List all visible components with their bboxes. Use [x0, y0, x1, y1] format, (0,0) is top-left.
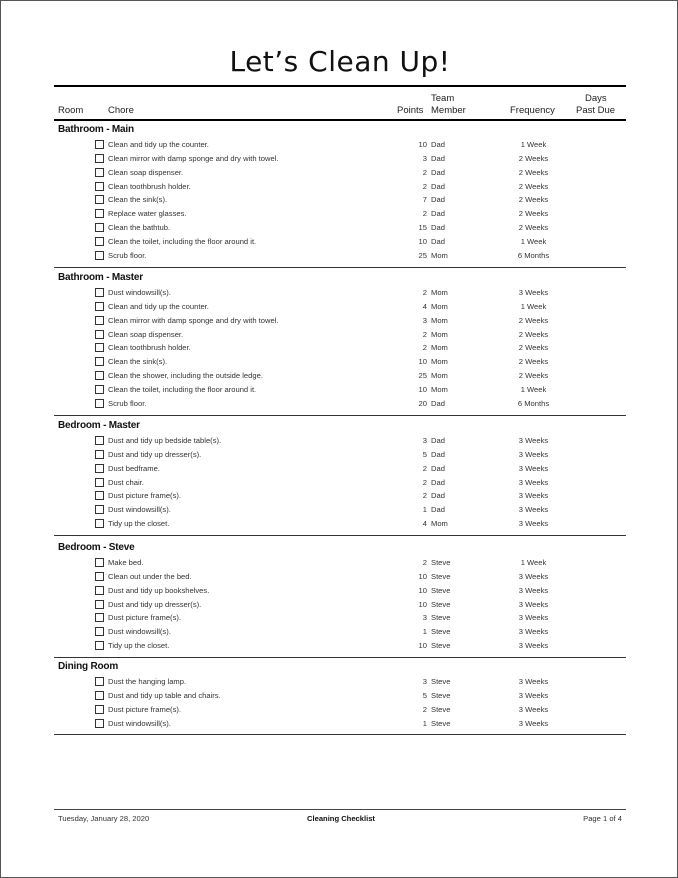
chore-checkbox[interactable] [95, 399, 104, 408]
points-value: 7 [422, 195, 427, 205]
frequency-value: 3 Weeks [518, 519, 549, 529]
points-value: 4 [422, 519, 427, 529]
chore-row [1, 139, 678, 153]
chore-row [1, 356, 678, 370]
chore-text: Replace water glasses. [108, 209, 187, 219]
chore-row [1, 640, 678, 654]
section-divider [54, 415, 626, 416]
frequency-value: 3 Weeks [518, 641, 549, 651]
chore-row [1, 342, 678, 356]
footer-page-number: Page 1 of 4 [583, 814, 622, 823]
team-member: Dad [431, 449, 445, 459]
chore-text: Scrub floor. [108, 398, 147, 408]
chore-checkbox[interactable] [95, 627, 104, 636]
chore-row [1, 250, 678, 264]
frequency-value: 1 Week [520, 301, 547, 311]
chore-text: Clean the sink(s). [108, 357, 168, 367]
chore-checkbox[interactable] [95, 600, 104, 609]
team-member: Steve [431, 558, 451, 567]
points-value: 2 [422, 463, 427, 473]
points-value: 1 [422, 718, 427, 728]
frequency-value: 3 Weeks [518, 613, 549, 623]
points-value: 2 [422, 558, 427, 567]
chore-checkbox[interactable] [95, 558, 104, 567]
team-member: Dad [431, 463, 445, 473]
chore-checkbox[interactable] [95, 572, 104, 581]
chore-text: Dust chair. [108, 477, 144, 487]
chore-checkbox[interactable] [95, 140, 104, 149]
frequency-value: 3 Weeks [518, 436, 549, 445]
chore-row [1, 384, 678, 398]
chore-checkbox[interactable] [95, 691, 104, 700]
chore-row [1, 167, 678, 181]
chore-checkbox[interactable] [95, 357, 104, 366]
frequency-value: 3 Weeks [518, 690, 549, 700]
points-value: 4 [422, 301, 427, 311]
points-value: 10 [418, 140, 427, 149]
frequency-value: 2 Weeks [518, 153, 549, 163]
frequency-value: 2 Weeks [518, 167, 549, 177]
chore-text: Dust the hanging lamp. [108, 677, 187, 686]
section-divider [54, 535, 626, 536]
chore-row [1, 181, 678, 195]
frequency-value: 3 Weeks [518, 718, 549, 728]
header-team-line1: Team [431, 93, 455, 104]
chore-row [1, 571, 678, 585]
team-member: Steve [431, 677, 451, 686]
team-member: Steve [431, 641, 451, 651]
chore-checkbox[interactable] [95, 251, 104, 260]
points-value: 2 [422, 491, 427, 501]
points-value: 5 [422, 449, 427, 459]
chore-text: Clean out under the bed. [108, 571, 192, 581]
chore-text: Clean the toilet, including the floor around it. [108, 384, 257, 394]
team-member: Steve [431, 585, 451, 595]
points-value: 1 [422, 627, 427, 637]
chore-checkbox[interactable] [95, 223, 104, 232]
chore-text: Make bed. [108, 558, 144, 567]
frequency-value: 1 Week [520, 384, 547, 394]
chore-text: Dust and tidy up dresser(s). [108, 599, 202, 609]
team-member: Steve [431, 704, 451, 714]
points-value: 15 [418, 223, 427, 233]
frequency-value: 2 Weeks [518, 329, 549, 339]
team-member: Steve [431, 599, 451, 609]
chore-text: Dust and tidy up bedside table(s). [108, 436, 222, 445]
frequency-value: 2 Weeks [518, 357, 549, 367]
chore-checkbox[interactable] [95, 450, 104, 459]
points-value: 2 [422, 704, 427, 714]
header-days-line1: Days [585, 93, 607, 104]
chore-row [1, 236, 678, 250]
chore-checkbox[interactable] [95, 209, 104, 218]
section-divider [54, 657, 626, 658]
chore-text: Clean the shower, including the outside ledge. [108, 371, 263, 381]
chore-text: Clean mirror with damp sponge and dry with towel. [108, 153, 279, 163]
section-title: Bedroom - Steve [58, 542, 135, 553]
team-member: Dad [431, 209, 445, 219]
chore-row [1, 704, 678, 718]
points-value: 3 [422, 613, 427, 623]
chore-checkbox[interactable] [95, 154, 104, 163]
header-room: Room [58, 105, 84, 116]
chore-row [1, 194, 678, 208]
chore-checkbox[interactable] [95, 491, 104, 500]
frequency-value: 3 Weeks [518, 477, 549, 487]
frequency-value: 3 Weeks [518, 704, 549, 714]
page-title: Let’s Clean Up! [229, 45, 451, 78]
frequency-value: 6 Months [517, 250, 550, 260]
chore-text: Dust picture frame(s). [108, 613, 182, 623]
chore-row [1, 477, 678, 491]
header-days-line2: Past Due [576, 105, 616, 116]
team-member: Dad [431, 505, 445, 515]
points-value: 5 [422, 690, 427, 700]
chore-text: Dust windowsill(s). [108, 505, 171, 515]
chore-row [1, 435, 678, 449]
chore-checkbox[interactable] [95, 343, 104, 352]
points-value: 1 [422, 505, 427, 515]
section-divider [54, 267, 626, 268]
chore-text: Dust and tidy up table and chairs. [108, 690, 221, 700]
frequency-value: 2 Weeks [518, 209, 549, 219]
points-value: 2 [422, 329, 427, 339]
section-title: Bathroom - Master [58, 272, 143, 283]
chore-checkbox[interactable] [95, 385, 104, 394]
chore-checkbox[interactable] [95, 464, 104, 473]
frequency-value: 2 Weeks [518, 223, 549, 233]
frequency-value: 2 Weeks [518, 315, 549, 325]
team-member: Dad [431, 223, 445, 233]
chore-checkbox[interactable] [95, 436, 104, 445]
chore-row [1, 504, 678, 518]
team-member: Mom [431, 519, 448, 529]
chore-text: Tidy up the closet. [108, 519, 170, 529]
chore-row [1, 676, 678, 690]
points-value: 10 [418, 599, 427, 609]
points-value: 3 [422, 677, 427, 686]
frequency-value: 3 Weeks [518, 585, 549, 595]
points-value: 2 [422, 288, 427, 297]
frequency-value: 1 Week [520, 558, 547, 567]
chore-row [1, 329, 678, 343]
chore-row [1, 585, 678, 599]
chore-text: Clean mirror with damp sponge and dry with towel. [108, 315, 279, 325]
section-title: Dining Room [58, 661, 119, 672]
team-member: Mom [431, 250, 448, 260]
points-value: 2 [422, 477, 427, 487]
chore-checkbox[interactable] [95, 302, 104, 311]
chore-row [1, 222, 678, 236]
team-member: Steve [431, 571, 451, 581]
chore-text: Clean the toilet, including the floor around it. [108, 236, 257, 246]
chore-text: Clean the bathtub. [108, 223, 171, 233]
frequency-value: 2 Weeks [518, 181, 549, 191]
chore-text: Dust windowsill(s). [108, 627, 171, 637]
header-frequency: Frequency [510, 105, 555, 116]
header-top-rule [54, 85, 626, 87]
chore-text: Dust bedframe. [108, 463, 160, 473]
frequency-value: 3 Weeks [518, 288, 549, 297]
chore-text: Clean and tidy up the counter. [108, 301, 209, 311]
chore-checkbox[interactable] [95, 330, 104, 339]
frequency-value: 2 Weeks [518, 343, 549, 353]
chore-checkbox[interactable] [95, 705, 104, 714]
header-bottom-rule [54, 119, 626, 121]
team-member: Mom [431, 357, 448, 367]
team-member: Dad [431, 167, 445, 177]
chore-row [1, 398, 678, 412]
header-chore: Chore [108, 105, 134, 116]
chore-row [1, 287, 678, 301]
chore-row [1, 599, 678, 613]
chore-checkbox[interactable] [95, 371, 104, 380]
team-member: Mom [431, 329, 448, 339]
chore-checkbox[interactable] [95, 288, 104, 297]
footer-rule [54, 809, 626, 810]
team-member: Steve [431, 627, 451, 637]
frequency-value: 3 Weeks [518, 627, 549, 637]
frequency-value: 1 Week [520, 140, 547, 149]
chore-row [1, 518, 678, 532]
team-member: Mom [431, 371, 448, 381]
chore-text: Scrub floor. [108, 250, 147, 260]
team-member: Dad [431, 491, 445, 501]
chore-text: Dust picture frame(s). [108, 491, 182, 501]
frequency-value: 6 Months [517, 398, 550, 408]
chore-row [1, 153, 678, 167]
points-value: 2 [422, 209, 427, 219]
chore-row [1, 301, 678, 315]
chore-row [1, 315, 678, 329]
team-member: Mom [431, 384, 448, 394]
points-value: 3 [422, 153, 427, 163]
chore-row [1, 463, 678, 477]
section-title: Bathroom - Main [58, 124, 134, 135]
chore-text: Clean soap dispenser. [108, 167, 184, 177]
points-value: 25 [418, 250, 427, 260]
team-member: Mom [431, 343, 448, 353]
frequency-value: 3 Weeks [518, 491, 549, 501]
chore-checkbox[interactable] [95, 237, 104, 246]
team-member: Mom [431, 301, 448, 311]
chore-text: Clean soap dispenser. [108, 329, 184, 339]
chore-row [1, 208, 678, 222]
frequency-value: 3 Weeks [518, 505, 549, 515]
points-value: 10 [418, 571, 427, 581]
footer-date: Tuesday, January 28, 2020 [58, 814, 150, 823]
chore-checkbox[interactable] [95, 613, 104, 622]
team-member: Steve [431, 613, 451, 623]
chore-text: Clean the sink(s). [108, 195, 168, 205]
chore-text: Clean toothbrush holder. [108, 181, 191, 191]
chore-text: Dust windowsill(s). [108, 288, 171, 297]
team-member: Dad [431, 181, 445, 191]
team-member: Dad [431, 436, 445, 445]
frequency-value: 3 Weeks [518, 677, 549, 686]
chore-row [1, 490, 678, 504]
points-value: 3 [422, 436, 427, 445]
chore-checkbox[interactable] [95, 478, 104, 487]
team-member: Dad [431, 398, 445, 408]
points-value: 25 [418, 371, 427, 381]
chore-checkbox[interactable] [95, 168, 104, 177]
frequency-value: 3 Weeks [518, 449, 549, 459]
points-value: 10 [418, 236, 427, 246]
footer-report-name: Cleaning Checklist [307, 814, 375, 823]
chore-row [1, 690, 678, 704]
frequency-value: 3 Weeks [518, 463, 549, 473]
points-value: 10 [418, 357, 427, 367]
chore-row [1, 370, 678, 384]
chore-row [1, 449, 678, 463]
section-divider [54, 734, 626, 735]
frequency-value: 3 Weeks [518, 599, 549, 609]
team-member: Steve [431, 690, 451, 700]
chore-checkbox[interactable] [95, 182, 104, 191]
chore-text: Dust picture frame(s). [108, 704, 182, 714]
team-member: Steve [431, 718, 451, 728]
header-points: Points [397, 105, 424, 116]
team-member: Mom [431, 315, 448, 325]
team-member: Mom [431, 288, 448, 297]
chore-text: Clean toothbrush holder. [108, 343, 191, 353]
section-title: Bedroom - Master [58, 420, 140, 431]
chore-text: Dust and tidy up bookshelves. [108, 585, 210, 595]
points-value: 2 [422, 167, 427, 177]
frequency-value: 2 Weeks [518, 195, 549, 205]
chore-row [1, 718, 678, 732]
points-value: 2 [422, 343, 427, 353]
points-value: 10 [418, 585, 427, 595]
chore-checkbox[interactable] [95, 505, 104, 514]
frequency-value: 2 Weeks [518, 371, 549, 381]
chore-text: Dust and tidy up dresser(s). [108, 449, 202, 459]
points-value: 3 [422, 315, 427, 325]
chore-checkbox[interactable] [95, 519, 104, 528]
points-value: 20 [418, 398, 427, 408]
chore-checkbox[interactable] [95, 641, 104, 650]
chore-row [1, 626, 678, 640]
frequency-value: 3 Weeks [518, 571, 549, 581]
chore-text: Tidy up the closet. [108, 641, 170, 651]
chore-row [1, 557, 678, 571]
team-member: Dad [431, 477, 445, 487]
chore-text: Clean and tidy up the counter. [108, 140, 209, 149]
team-member: Dad [431, 153, 445, 163]
team-member: Dad [431, 140, 445, 149]
chore-checkbox[interactable] [95, 719, 104, 728]
chore-text: Dust windowsill(s). [108, 718, 171, 728]
points-value: 10 [418, 384, 427, 394]
chore-checkbox[interactable] [95, 677, 104, 686]
team-member: Dad [431, 236, 445, 246]
frequency-value: 1 Week [520, 236, 547, 246]
chore-checkbox[interactable] [95, 586, 104, 595]
chore-checkbox[interactable] [95, 316, 104, 325]
chore-row [1, 612, 678, 626]
points-value: 10 [418, 641, 427, 651]
team-member: Dad [431, 195, 445, 205]
chore-checkbox[interactable] [95, 195, 104, 204]
header-team-line2: Member [431, 105, 466, 116]
points-value: 2 [422, 181, 427, 191]
